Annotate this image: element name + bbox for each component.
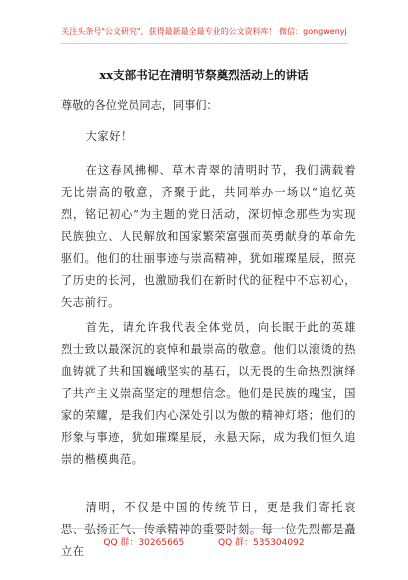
greeting-text: 大家好！	[85, 130, 133, 143]
qq-group-1: QQ 群：30265665	[103, 538, 185, 548]
paragraph-3	[61, 497, 356, 563]
paragraph-text: 清明，不仅是中国的传统节日，更是我们寄托哀思、弘扬正气、传承精神的重要时刻。每一位先烈都是矗立在	[61, 501, 356, 558]
header-divider	[60, 43, 348, 44]
footer-divider	[60, 528, 348, 529]
paragraph-text: 在这春风拂柳、草木青翠的清明时节，我们满载着无比崇高的敬意，齐聚于此，共同举办一场以“追忆英烈，铭记初心”为主题的党日活动，深切悼念那些为实现民族独立、人民解放和国家繁荣富强而英勇献身的革命先驱们。他们的壮丽事迹与崇高精神，犹如璀璨星辰，照亮了历史的长河，也激励我们在新时代的征程中不忘初心，矢志前行。	[61, 164, 356, 309]
promo-banner: 关注头条号"公文研究"，获得最新最全最专业的公文资料库！ 微信：gongwenyj	[61, 27, 347, 36]
paragraph-2	[61, 317, 356, 471]
salutation	[61, 95, 356, 117]
footer-contacts	[0, 535, 408, 548]
document-title: xx支部书记在清明节祭奠烈活动上的讲话	[99, 68, 309, 82]
salutation-text: 尊敬的各位党员同志，同事们：	[61, 99, 218, 112]
greeting	[61, 126, 356, 148]
paragraph-text: 首先，请允许我代表全体党员，向长眠于此的英雄烈士致以最深沉的哀悼和最崇高的敬意。他们以滚烫的热血铸就了共和国巍峨坚实的基石，以无畏的生命热烈演绎了共产主义崇高坚定的理想信念。他们是民族的瑰宝，国家的荣耀，是我们内心深处引以为傲的精神灯塔；他们的形象与事迹，犹如璀璨星辰，永悬天际，成为我们恒久追崇的楷模典范。	[61, 321, 356, 466]
qq-group-2: QQ 群：535304092	[218, 538, 305, 548]
paragraph-1	[61, 160, 356, 314]
